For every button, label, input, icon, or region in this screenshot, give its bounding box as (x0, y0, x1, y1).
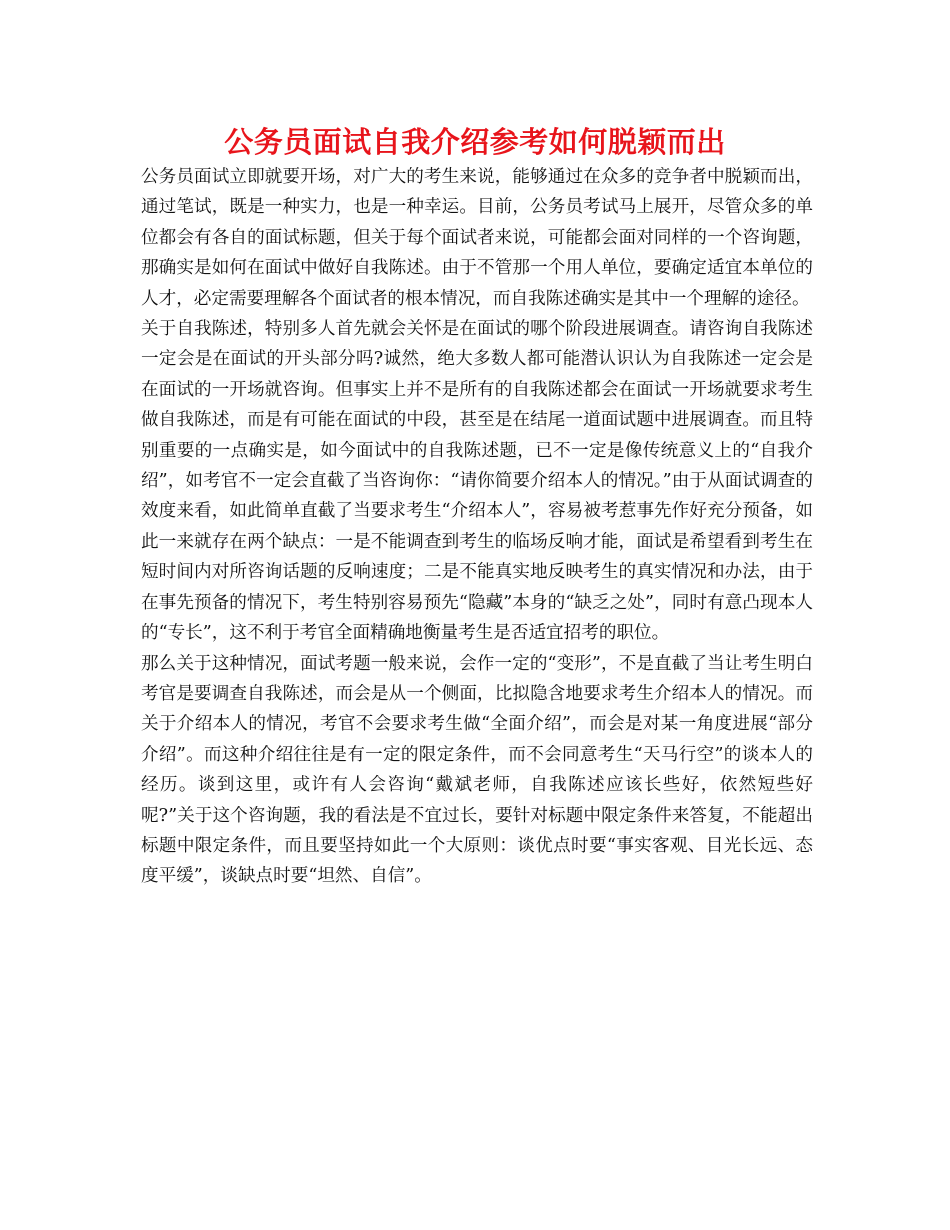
paragraph-format: 那么关于这种情况，面试考题一般来说，会作一定的“变形”，不是直截了当让考生明白考官是要调查自我陈述，而会是从一个侧面，比拟隐含地要求考生介绍本人的情况。而关于介绍本人的情况，考官不会要求考生做“全面介绍”，而会是对某一角度进展“部分介绍”。而这种介绍往往是有一定的限定条件，而不会同意考生“天马行空”的谈本人的经历。谈到这里，或许有人会咨询“戴斌老师，自我陈述应该长些好，依然短些好呢?”关于这个咨询题，我的看法是不宜过长，要针对标题中限定条件来答复，不能超出标题中限定条件，而且要坚持如此一个大原则：谈优点时要“事实客观、目光长远、态度平缓”，谈缺点时要“坦然、自信”。 (141, 653, 813, 887)
paragraph-timing: 关于自我陈述，特别多人首先就会关怀是在面试的哪个阶段进展调查。请咨询自我陈述一定会是在面试的开头部分吗?诚然，绝大多数人都可能潜认识认为自我陈述一定会是在面试的一开场就咨询。但事实上并不是所有的自我陈述都会在面试一开场就要求考生做自我陈述，而是有可能在面试的中段，甚至是在结尾一道面试题中进展调查。而且特别重要的一点确实是，如今面试中的自我陈述题，已不一定是像传统意义上的“自我介绍”，如考官不一定会直截了当咨询你：“请你简要介绍本人的情况。”由于从面试调查的效度来看，如此简单直截了当要求考生“介绍本人”，容易被考惹事先作好充分预备，如此一来就存在两个缺点：一是不能调查到考生的临场反响才能，面试是希望看到考生在短时间内对所咨询话题的反响速度；二是不能真实地反映考生的真实情况和办法，由于在事先预备的情况下，考生特别容易预先“隐藏”本身的“缺乏之处”，同时有意凸现本人的“专长”，这不利于考官全面精确地衡量考生是否适宜招考的职位。 (141, 319, 813, 644)
document-title: 公务员面试自我介绍参考如何脱颖而出 (224, 125, 726, 159)
document-body (141, 162, 813, 892)
paragraph-intro: 公务员面试立即就要开场，对广大的考生来说，能够通过在众多的竞争者中脱颖而出，通过笔试，既是一种实力，也是一种幸运。目前，公务员考试马上展开，尽管众多的单位都会有各自的面试标题，但关于每个面试者来说，可能都会面对同样的一个咨询题，那确实是如何在面试中做好自我陈述。由于不管那一个用人单位，要确定适宜本单位的人才，必定需要理解各个面试者的根本情况，而自我陈述确实是其中一个理解的途径。 (141, 167, 813, 309)
